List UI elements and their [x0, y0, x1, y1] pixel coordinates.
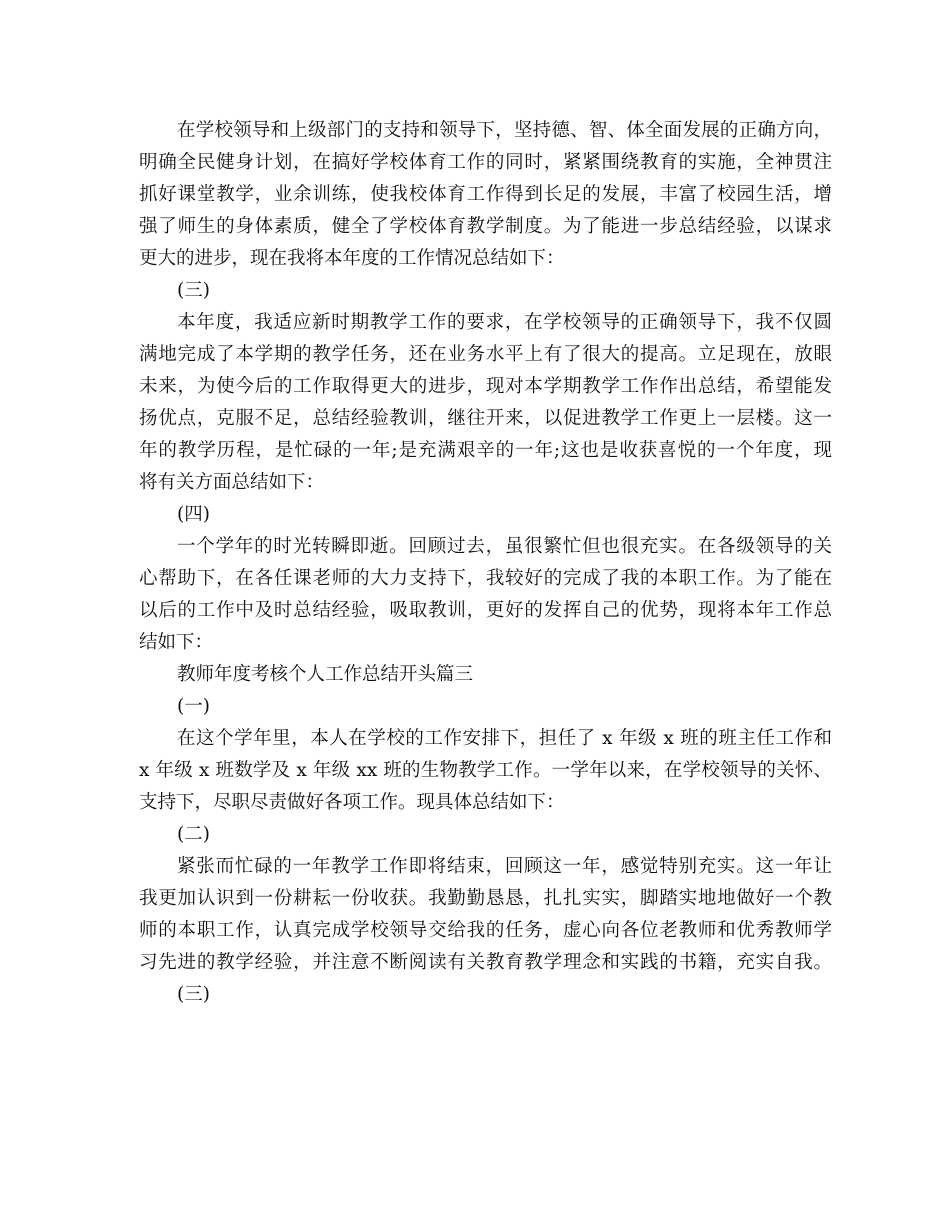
text-line: 我更加认识到一份耕耘一份收获。我勤勤恳恳，扎扎实实，脚踏实地地做好一个教 [139, 888, 832, 909]
text-line: 师的本职工作，认真完成学校领导交给我的任务，虚心向各位老教师和优秀教师学 [139, 920, 832, 941]
text-line: (三) [177, 984, 210, 1005]
text-line: 抓好课堂教学，业余训练，使我校体育工作得到长足的发展，丰富了校园生活，增 [139, 184, 832, 205]
text-line: (二) [177, 824, 210, 845]
text-line: 扬优点，克服不足，总结经验教训，继往开来，以促进教学工作更上一层楼。这一 [139, 408, 832, 429]
text-line: 心帮助下，在各任课老师的大力支持下，我较好的完成了我的本职工作。为了能在 [139, 568, 832, 589]
text-line: 本年度，我适应新时期教学工作的要求，在学校领导的正确领导下，我不仅圆 [177, 312, 832, 333]
text-line: (三) [177, 280, 210, 301]
document-body [139, 115, 839, 1011]
text-line: 更大的进步，现在我将本年度的工作情况总结如下： [139, 248, 565, 269]
text-line: 未来，为使今后的工作取得更大的进步，现对本学期教学工作作出总结，希望能发 [139, 376, 832, 397]
text-line: (一) [177, 696, 210, 717]
text-line: 教师年度考核个人工作总结开头篇三 [177, 664, 474, 685]
text-line: 一个学年的时光转瞬即逝。回顾过去，虽很繁忙但也很充实。在各级领导的关 [177, 536, 832, 557]
text-line: 在这个学年里，本人在学校的工作安排下，担任了 x 年级 x 班的班主任工作和 [177, 728, 832, 749]
text-line: 支持下，尽职尽责做好各项工作。现具体总结如下： [139, 792, 565, 813]
text-line: 年的教学历程，是忙碌的一年;是充满艰辛的一年;这也是收获喜悦的一个年度，现 [139, 440, 832, 461]
text-line: 紧张而忙碌的一年教学工作即将结束，回顾这一年，感觉特别充实。这一年让 [177, 856, 832, 877]
text-line: 习先进的教学经验，并注意不断阅读有关教育教学理念和实践的书籍，充实自我。 [139, 952, 832, 973]
text-line: x 年级 x 班数学及 x 年级 xx 班的生物教学工作。一学年以来，在学校领导的关怀、 [139, 760, 832, 781]
text-line: 以后的工作中及时总结经验，吸取教训，更好的发挥自己的优势，现将本年工作总 [139, 600, 832, 621]
text-line: 将有关方面总结如下： [139, 472, 325, 493]
text-line: 满地完成了本学期的教学任务，还在业务水平上有了很大的提高。立足现在，放眼 [139, 344, 832, 365]
text-line: (四) [177, 504, 210, 525]
text-line: 结如下： [139, 632, 214, 653]
text-line: 在学校领导和上级部门的支持和领导下，坚持德、智、体全面发展的正确方向， [177, 120, 832, 141]
text-line: 明确全民健身计划，在搞好学校体育工作的同时，紧紧围绕教育的实施，全神贯注 [139, 152, 832, 173]
text-line: 强了师生的身体素质，健全了学校体育教学制度。为了能进一步总结经验，以谋求 [139, 216, 832, 237]
